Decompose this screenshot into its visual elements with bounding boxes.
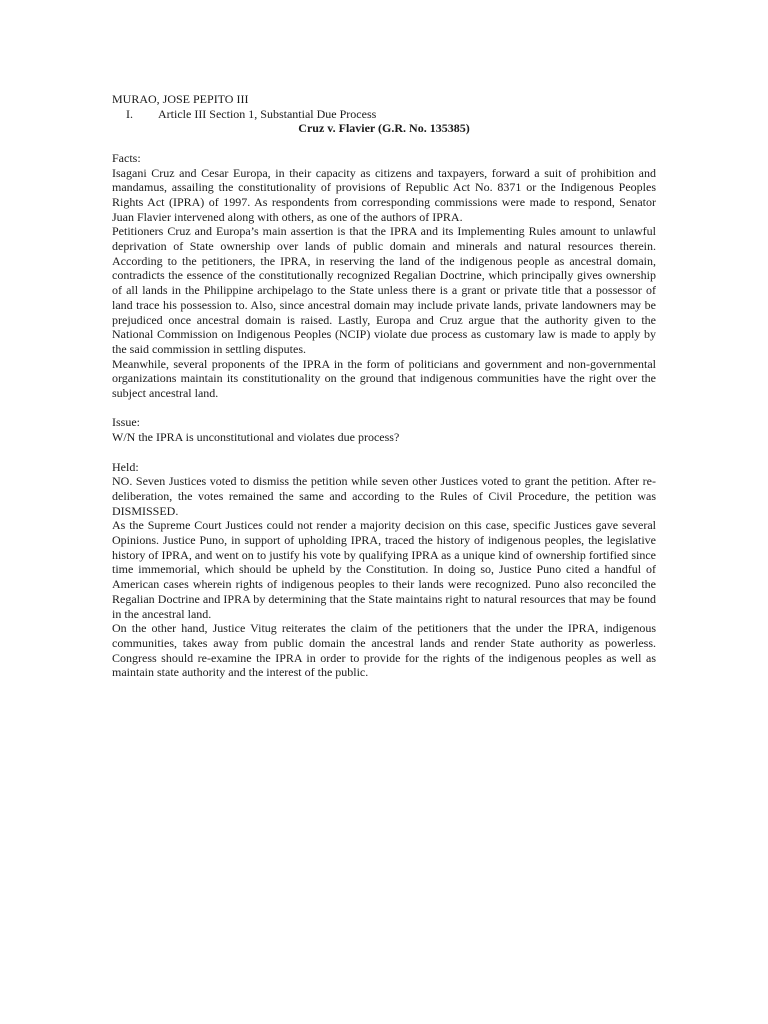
held-heading: Held: [112,459,139,474]
held-paragraph-1: NO. Seven Justices voted to dismiss the petition while seven other Justices voted to grant the petition. After re-deliberation, the votes remained the same and according to the Rules of Civil Procedure, the petition was DISMISSED. [112,474,656,518]
issue-text: W/N the IPRA is unconstitutional and violates due process? [112,430,400,445]
held-paragraph-3: On the other hand, Justice Vitug reiterates the claim of the petitioners that the under the IPRA, indigenous communities, takes away from public domain the ancestral lands and render State authority as powerless. Congress should re-examine the IPRA in order to provide for the rights of the indigenous peoples as well as maintain state authority and the interest of the public. [112,621,656,680]
issue-heading: Issue: [112,415,140,430]
author-name: MURAO, JOSE PEPITO III [112,92,249,106]
case-title: Cruz v. Flavier (G.R. No. 135385) [298,121,470,136]
facts-paragraph-1: Isagani Cruz and Cesar Europa, in their capacity as citizens and taxpayers, forward a suit of prohibition and mandamus, assailing the constitutionality of provisions of Republic Act No. 8371 or the Indigenous Peoples Rights Act (IPRA) of 1997. As respondents from corresponding commissions were made to respond, Senator Juan Flavier intervened along with others, as one of the authors of IPRA. [112,165,656,224]
case-digest [112,92,656,680]
topic-number: I. [126,106,133,121]
held-paragraph-2: As the Supreme Court Justices could not render a majority decision on this case, specific Justices gave several Opinions. Justice Puno, in support of upholding IPRA, traced the history of indigenous peoples, the legislative history of IPRA, and went on to justify his vote by qualifying IPRA as a unique kind of ownership fortified since time immemorial, which should be upheld by the Constitution. In doing so, Justice Puno cited a handful of American cases wherein rights of indigenous peoples to their lands were recognized. Puno also reconciled the Regalian Doctrine and IPRA by determining that the State maintains right to natural resources that may be found in the ancestral land. [112,518,656,621]
spacer [112,401,656,416]
spacer [112,445,656,460]
topic-item [112,107,656,122]
facts-paragraph-2: Petitioners Cruz and Europa’s main assertion is that the IPRA and its Implementing Rules amount to unlawful deprivation of State ownership over lands of public domain and minerals and natural resources therein. According to the petitioners, the IPRA, in reserving the land of the indigenous people as ancestral domain, contradicts the essence of the constitutionally recognized Regalian Doctrine, which principally gives ownership of all lands in the Philippine archipelago to the State unless there is a grant or private title that a possessor of land trace his possession to. Also, since ancestral domain may include private lands, private landowners may be prejudiced once ancestral domain is raised. Lastly, Europa and Cruz argue that the authority given to the National Commission on Indigenous Peoples (NCIP) violate due process as customary law is made to apply by the said commission in settling disputes. [112,224,656,356]
facts-heading: Facts: [112,150,141,165]
spacer [112,136,656,151]
facts-paragraph-3: Meanwhile, several proponents of the IPRA in the form of politicians and government and non-governmental organizations maintain its constitutionality on the ground that indigenous communities have the right over the subject ancestral land. [112,356,656,401]
topic-text: Article III Section 1, Substantial Due Process [158,106,377,121]
